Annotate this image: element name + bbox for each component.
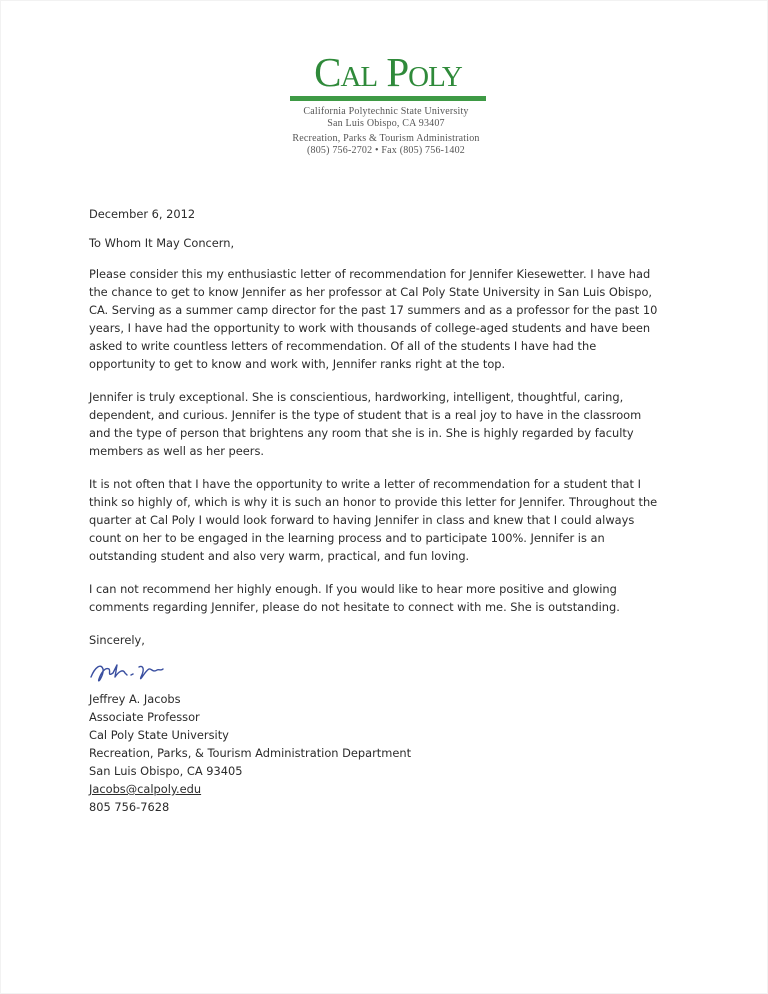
signer-department: Recreation, Parks, & Tourism Administration Department xyxy=(89,746,412,760)
letter-salutation: To Whom It May Concern, xyxy=(89,236,235,250)
letterhead-phone-fax: (805) 756-2702 • Fax (805) 756-1402 xyxy=(307,145,465,156)
handwritten-signature xyxy=(89,655,661,689)
letterhead-department: Recreation, Parks & Tourism Administration xyxy=(292,133,480,144)
signer-phone: 805 756-7628 xyxy=(89,800,170,814)
signer-institution: Cal Poly State University xyxy=(89,728,229,742)
letter-body xyxy=(89,205,661,816)
signer-title: Associate Professor xyxy=(89,710,200,724)
paragraph-2: Jennifer is truly exceptional. She is conscientious, hardworking, intelligent, thoughtful, caring, dependent, and curious. Jennifer is the type of student that is a real joy to have in the classroom and the type of person that brightens any room that she is in. She is highly regarded by faculty members as well as her peers. xyxy=(89,390,642,458)
letterhead xyxy=(200,50,572,157)
paragraph-3: It is not often that I have the opportunity to write a letter of recommendation for a student that I think so highly of, which is why it is such an honor to provide this letter for Jennifer. Throughout the quarter at Cal Poly I would look forward to having Jennifer in class and knew that I could always count on her to be engaged in the learning process and to participate 100%. Jennifer is an outstanding student and also very warm, practical, and fun loving. xyxy=(89,477,658,563)
paragraph-1: Please consider this my enthusiastic letter of recommendation for Jennifer Kiesewetter. I have had the chance to get to know Jennifer as her professor at Cal Poly State University in San Luis Obispo, CA. Serving as a summer camp director for the past 17 summers and as a professor for the past 10 years, I have had the opportunity to work with thousands of college-aged students and have been asked to write countless letters of recommendation. Of all of the students I have had the opportunity to get to know and work with, Jennifer ranks right at the top. xyxy=(89,267,658,371)
letterhead-university: California Polytechnic State University xyxy=(303,106,469,117)
logo-underline xyxy=(290,96,486,101)
letter-date: December 6, 2012 xyxy=(89,207,196,221)
cal-poly-logo: Cal Poly xyxy=(314,49,462,95)
signature-block xyxy=(89,690,661,816)
signer-name: Jeffrey A. Jacobs xyxy=(89,692,181,706)
signature-icon xyxy=(87,655,167,689)
signer-email-link[interactable]: Jacobs@calpoly.edu xyxy=(89,782,202,796)
letter-closing: Sincerely, xyxy=(89,633,145,647)
letterhead-city: San Luis Obispo, CA 93407 xyxy=(327,118,445,129)
signer-address: San Luis Obispo, CA 93405 xyxy=(89,764,243,778)
paragraph-4: I can not recommend her highly enough. If you would like to hear more positive and glowing comments regarding Jennifer, please do not hesitate to connect with me. She is outstanding. xyxy=(89,582,620,614)
